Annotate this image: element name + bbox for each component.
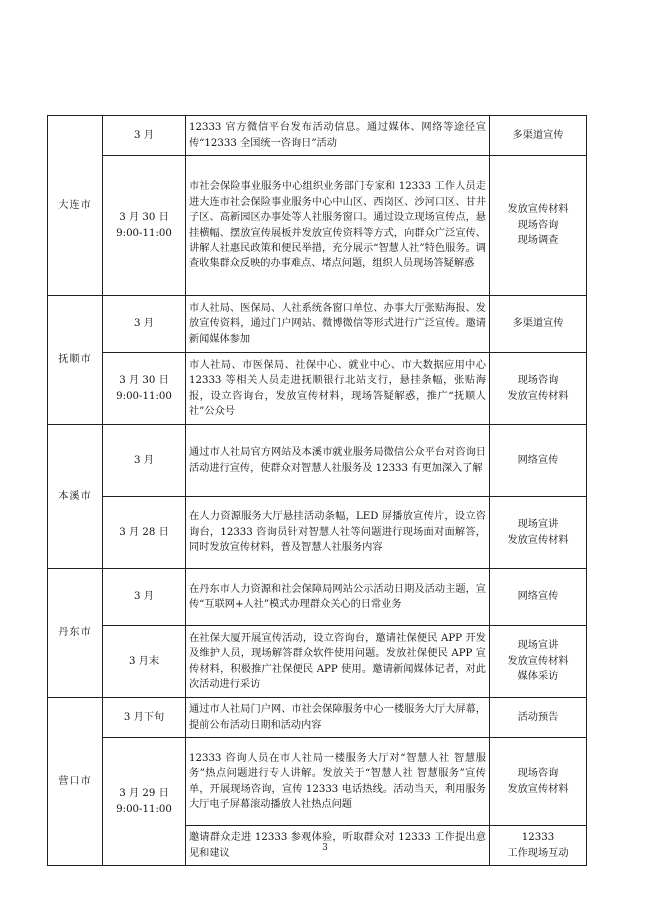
time-cell: 3 月 <box>103 569 186 626</box>
form-cell: 多渠道宣传 <box>490 296 587 353</box>
content-cell: 市人社局、市医保局、社保中心、就业中心、市大数据应用中心 12333 等相关人员走进抚顺银行北站支行，悬挂条幅，张贴海报，设立咨询台，发放宣传材料，现场答疑解惑，推广“抚顺人社”公众号 <box>186 353 490 425</box>
table-row <box>48 738 587 826</box>
activity-table-body <box>48 116 587 866</box>
city-cell: 营口市 <box>48 698 103 866</box>
content-cell: 邀请群众走进 12333 参观体验，听取群众对 12333 工作提出意见和建议 <box>186 826 490 866</box>
city-cell: 丹东市 <box>48 569 103 698</box>
form-cell: 网络宣传 <box>490 569 587 626</box>
table-row <box>48 569 587 626</box>
content-cell: 市人社局、医保局、人社系统各窗口单位、办事大厅张贴海报、发放宣传资料，通过门户网站、微博微信等形式进行广泛宣传。邀请新闻媒体参加 <box>186 296 490 353</box>
content-cell: 12333 咨询人员在市人社局一楼服务大厅对“智慧人社 智慧服务”热点问题进行专人讲解。发放关于“智慧人社 智慧服务”宣传单，开展现场咨询，宣传 12333 电话热线。活动当天，利用服务大厅电子屏幕滚动播放人社热点问题 <box>186 738 490 826</box>
content-cell: 通过市人社局官方网站及本溪市就业服务局微信公众平台对咨询日活动进行宣传，使群众对智慧人社服务及 12333 有更加深入了解 <box>186 425 490 497</box>
table-row <box>48 296 587 353</box>
time-cell: 3 月 <box>103 296 186 353</box>
page-number: 3 <box>322 843 328 853</box>
city-cell: 大连市 <box>48 116 103 296</box>
time-cell: 3 月 28 日 <box>103 497 186 569</box>
form-cell: 现场咨询 发放宣传材料 <box>490 353 587 425</box>
table-row <box>48 626 587 698</box>
activity-table <box>47 115 587 866</box>
form-cell: 多渠道宣传 <box>490 116 587 156</box>
content-cell: 通过市人社局门户网、市社会保障服务中心一楼服务大厅大屏幕，提前公布活动日期和活动内容 <box>186 698 490 738</box>
schedule-sheet <box>47 115 586 866</box>
city-cell: 抚顺市 <box>48 296 103 425</box>
table-row <box>48 116 587 156</box>
content-cell: 在社保大厦开展宣传活动，设立咨询台，邀请社保便民 APP 开发及维护人员，现场解答群众软件使用问题。发放社保便民 APP 宣传材料，积极推广社保便民 APP 使用。邀请新闻媒体记者，对此次活动进行采访 <box>186 626 490 698</box>
time-cell: 3 月末 <box>103 626 186 698</box>
time-cell: 3 月 30 日 9:00-11:00 <box>103 353 186 425</box>
form-cell: 网络宣传 <box>490 425 587 497</box>
city-cell: 本溪市 <box>48 425 103 569</box>
form-cell: 发放宣传材料 现场咨询 现场调查 <box>490 156 587 296</box>
content-cell: 市社会保险事业服务中心组织业务部门专家和 12333 工作人员走进大连市社会保险事业服务中心中山区、西岗区、沙河口区、甘井子区、高新园区办事处等人社服务窗口。通过设立现场宣传点，悬挂横幅、摆放宣传展板并发放宣传资料等方式，向群众广泛宣传、讲解人社惠民政策和便民举措，充分展示“智慧人社”特色服务。调查收集群众反映的办事难点、堵点问题，组织人员现场答疑解惑 <box>186 156 490 296</box>
form-cell: 现场宣讲 发放宣传材料 媒体采访 <box>490 626 587 698</box>
form-cell: 12333 工作现场互动 <box>490 826 587 866</box>
time-cell: 3 月 30 日 9:00-11:00 <box>103 156 186 296</box>
table-row <box>48 425 587 497</box>
table-row <box>48 497 587 569</box>
table-row <box>48 353 587 425</box>
table-row <box>48 156 587 296</box>
form-cell: 现场咨询 发放宣传材料 <box>490 738 587 826</box>
content-cell: 在丹东市人力资源和社会保障局网站公示活动日期及活动主题，宣传“互联网+人社”模式办理群众关心的日常业务 <box>186 569 490 626</box>
time-cell: 3 月下旬 <box>103 698 186 738</box>
form-cell: 现场宣讲 发放宣传材料 <box>490 497 587 569</box>
table-row <box>48 698 587 738</box>
content-cell: 在人力资源服务大厅悬挂活动条幅，LED 屏播放宣传片，设立咨询台，12333 咨询员针对智慧人社等问题进行现场面对面解答，同时发放宣传材料，普及智慧人社服务内容 <box>186 497 490 569</box>
time-cell: 3 月 29 日 9:00-11:00 <box>103 738 186 866</box>
time-cell: 3 月 <box>103 425 186 497</box>
time-cell: 3 月 <box>103 116 186 156</box>
content-cell: 12333 官方微信平台发布活动信息。通过媒体、网络等途径宣传“12333 全国统一咨询日”活动 <box>186 116 490 156</box>
form-cell: 活动预告 <box>490 698 587 738</box>
